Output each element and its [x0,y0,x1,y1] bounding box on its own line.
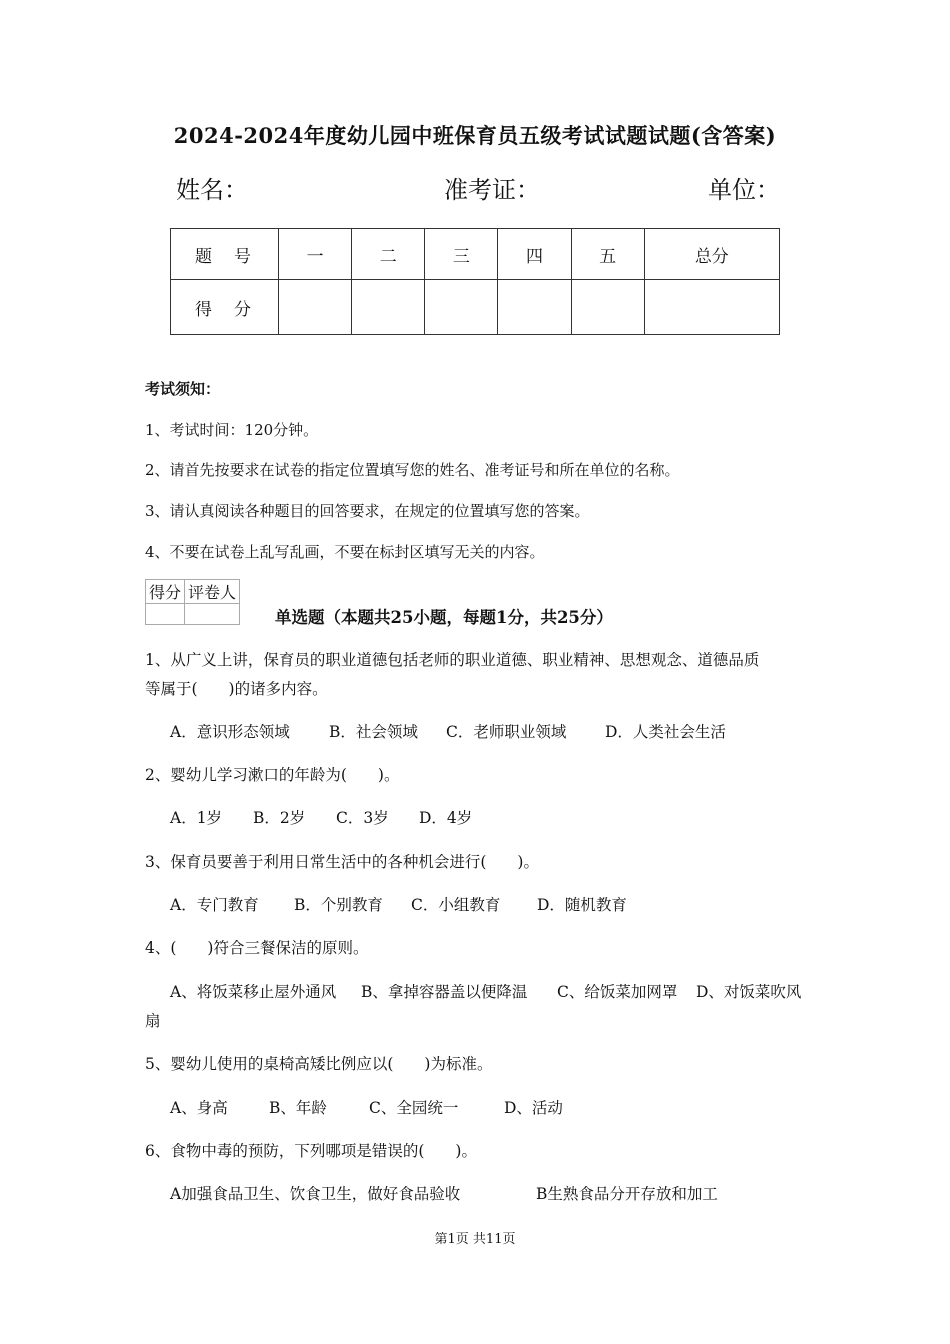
option[interactable]: A、将饭菜移止屋外通风 [170,983,337,1001]
score-cell[interactable] [352,280,425,335]
question-options [170,1096,563,1118]
option[interactable]: D、活动 [504,1099,563,1117]
question-stem: 3、保育员要善于利用日常生活中的各种机会进行( )。 [145,853,539,871]
score-column-1: 一 [279,229,352,280]
option[interactable]: D．人类社会生活 [605,723,726,741]
option[interactable]: B、年龄 [269,1099,327,1117]
score-table-header-row [171,229,780,280]
question-stem-continued: 等属于( )的诸多内容。 [145,680,328,698]
question-options [170,980,801,1002]
grader-box [145,579,240,625]
grader-score-label: 得分 [146,580,185,604]
option[interactable]: B生熟食品分开存放和加工 [536,1185,718,1203]
question-options [170,893,627,915]
option[interactable]: B．2岁 [253,809,306,827]
option[interactable]: C、全园统一 [369,1099,459,1117]
question-number-label: 题号 [171,229,279,280]
grader-reviewer-cell[interactable] [185,604,240,625]
question-stem: 4、( )符合三餐保洁的原则。 [145,939,369,957]
name-field-label: 姓名： [176,176,248,204]
option[interactable]: C．老师职业领域 [446,723,567,741]
option[interactable]: D、对饭菜吹风 [696,983,802,1001]
option[interactable]: B、拿掉容器盖以便降温 [361,983,528,1001]
section-title: 单选题（本题共25小题，每题1分，共25分） [275,608,613,627]
score-column-3: 三 [425,229,498,280]
option[interactable]: B．社会领域 [329,723,418,741]
score-column-4: 四 [498,229,571,280]
question-options [170,720,726,742]
score-cell[interactable] [498,280,571,335]
ticket-field-label: 准考证： [444,176,540,204]
note-item: 2、请首先按要求在试卷的指定位置填写您的姓名、准考证号和所在单位的名称。 [145,461,680,479]
score-cell[interactable] [279,280,352,335]
grader-reviewer-label: 评卷人 [185,580,240,604]
score-table [170,228,780,335]
question-stem: 6、食物中毒的预防，下列哪项是错误的( )。 [145,1142,477,1160]
question-stem: 1、从广义上讲，保育员的职业道德包括老师的职业道德、职业精神、思想观念、道德品质 [145,651,760,669]
grader-score-cell[interactable] [146,604,185,625]
option[interactable]: C．小组教育 [411,896,501,914]
option[interactable]: C、给饭菜加网罩 [557,983,678,1001]
question-stem: 2、婴幼儿学习漱口的年龄为( )。 [145,766,400,784]
option[interactable]: A．专门教育 [170,896,259,914]
score-label: 得分 [171,280,279,335]
score-cell[interactable] [425,280,498,335]
candidate-fields [176,170,780,202]
note-item: 1、考试时间：120分钟。 [145,421,319,439]
exam-title: 2024-2024年度幼儿园中班保育员五级考试试题试题(含答案) [173,123,777,148]
option[interactable]: A．1岁 [170,809,223,827]
note-item: 4、不要在试卷上乱写乱画，不要在标封区填写无关的内容。 [145,543,545,561]
score-table-score-row [171,280,780,335]
score-cell[interactable] [571,280,644,335]
option-wrap-text: 扇 [145,1012,161,1030]
score-column-2: 二 [352,229,425,280]
page-footer: 第1页 共11页 [434,1232,516,1247]
option[interactable]: D．随机教育 [537,896,627,914]
question-options [170,806,472,828]
unit-field-label: 单位： [708,176,780,204]
note-item: 3、请认真阅读各种题目的回答要求，在规定的位置填写您的答案。 [145,502,590,520]
question-options [170,1182,718,1204]
score-column-5: 五 [571,229,644,280]
option[interactable]: D．4岁 [419,809,473,827]
option[interactable]: C．3岁 [336,809,389,827]
option[interactable]: A．意识形态领域 [170,723,290,741]
question-stem: 5、婴幼儿使用的桌椅高矮比例应以( )为标准。 [145,1055,493,1073]
option[interactable]: A、身高 [170,1099,228,1117]
option[interactable]: A加强食品卫生、饮食卫生，做好食品验收 [170,1185,461,1203]
score-cell-total[interactable] [644,280,779,335]
notes-heading: 考试须知： [145,380,221,398]
score-column-total: 总分 [644,229,779,280]
option[interactable]: B．个别教育 [294,896,383,914]
